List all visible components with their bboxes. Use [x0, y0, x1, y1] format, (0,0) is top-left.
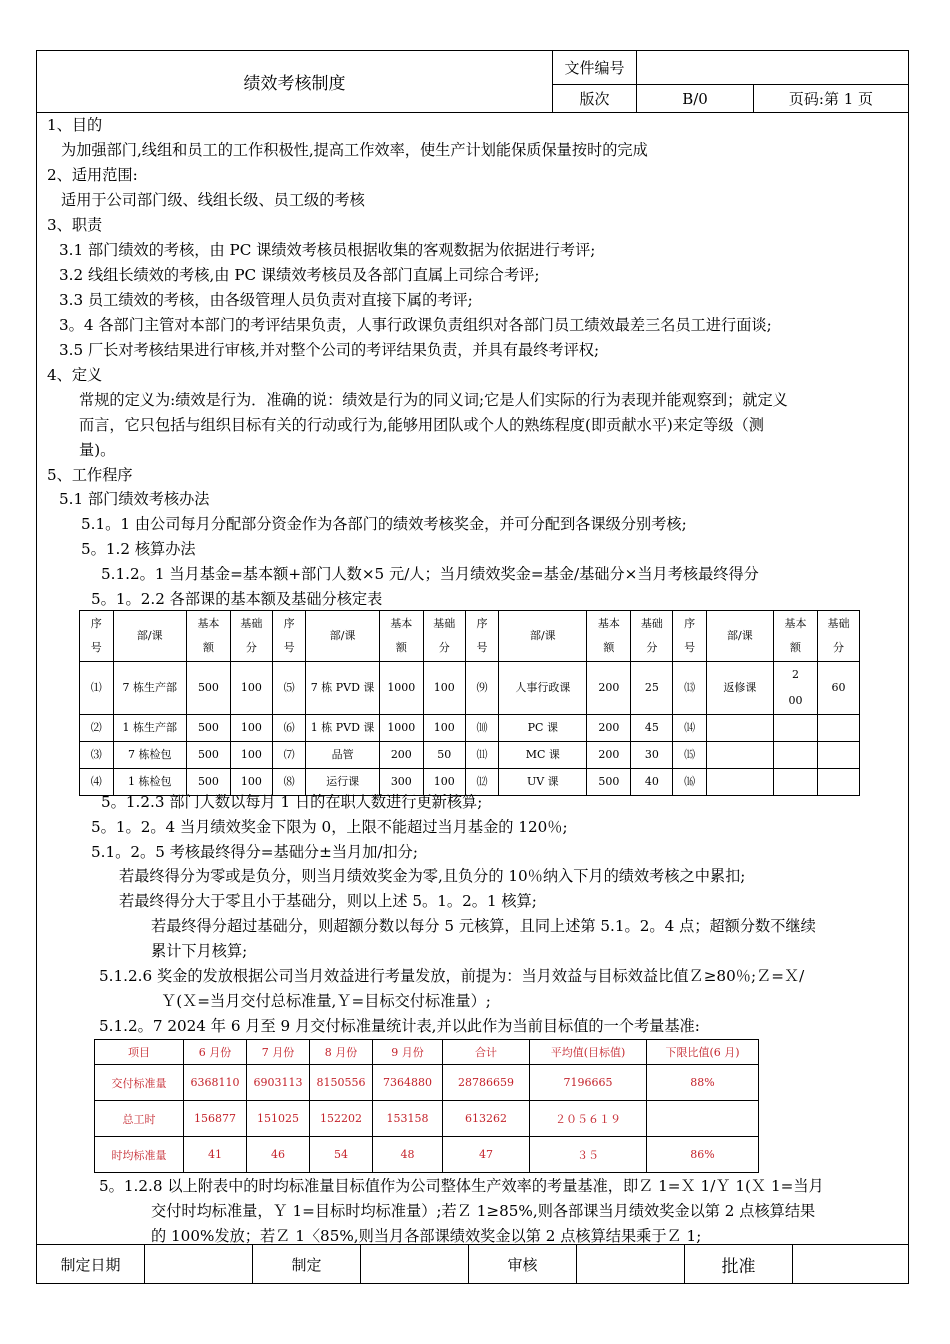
table-cell: 100: [423, 662, 465, 715]
table-cell: ⒁: [673, 715, 707, 742]
delivery-stats-table: [94, 1039, 759, 1173]
table-cell: [773, 715, 817, 742]
table-cell: [706, 742, 773, 769]
table-cell: 100: [230, 742, 272, 769]
table-cell: ⑹: [272, 715, 306, 742]
table-cell: 100: [230, 662, 272, 715]
table-cell: [773, 742, 817, 769]
section-1-text: 为加强部门,线组和员工的工作积极性,提高工作效率，使生产计划能保质保量按时的完成: [61, 141, 648, 159]
section-1-title: 1、目的: [47, 116, 103, 134]
table-header-cell: 项目: [95, 1040, 184, 1065]
table-cell: 交付标准量: [95, 1065, 184, 1101]
table-cell: 153158: [373, 1101, 443, 1137]
section-5-1-2-6-a: 5.1.2.6 奖金的发放根据公司当月效益进行考量发放，前提为：当月效益与目标效益比值Ｚ≥80％;Ｚ=Ｘ/: [99, 967, 805, 985]
table-header-cell: 部/课: [306, 611, 379, 662]
table-header-cell: 基本 额: [773, 611, 817, 662]
review-label: 审核: [469, 1245, 577, 1283]
section-4-line-1: 常规的定义为:绩效是行为．准确的说：绩效是行为的同义词;它是人们实际的行为表现并能观察到；就定义: [79, 391, 788, 409]
section-5-1-1: 5.1。1 由公司每月分配部分资金作为各部门的绩效考核奖金，并可分配到各课级分别考核;: [81, 515, 687, 533]
table-cell: ⑿: [465, 769, 499, 796]
base-score-table: [79, 610, 860, 796]
section-5-1-2: 5。1.2 核算办法: [81, 540, 196, 558]
table-cell: MC 课: [499, 742, 587, 769]
table-cell: 47: [443, 1137, 530, 1173]
table-cell: 45: [631, 715, 673, 742]
table-row: [80, 662, 860, 715]
date-value: [145, 1245, 253, 1283]
document-title: 绩效考核制度: [37, 51, 553, 113]
section-5-title: 5、工作程序: [47, 466, 133, 484]
section-5-1-2-5: 5.1。2。5 考核最终得分=基础分±当月加/扣分;: [91, 843, 418, 861]
table-row: [95, 1065, 759, 1101]
table-cell: 40: [631, 769, 673, 796]
table-cell: 100: [423, 715, 465, 742]
table-header-cell: 6 月份: [184, 1040, 247, 1065]
table-row: [95, 1137, 759, 1173]
table-cell: 1000: [379, 662, 423, 715]
table-cell: 500: [186, 769, 230, 796]
section-5-1-2-2: 5。1。2.2 各部课的基本额及基础分核定表: [91, 590, 383, 608]
section-3-5: 3.5 厂长对考核结果进行审核,并对整个公司的考评结果负责，并具有最终考评权;: [59, 341, 600, 359]
make-value: [361, 1245, 469, 1283]
table-header-cell: 序 号: [673, 611, 707, 662]
table-cell: 7196665: [530, 1065, 647, 1101]
table-cell: 人事行政课: [499, 662, 587, 715]
table-cell: [647, 1101, 759, 1137]
date-label: 制定日期: [37, 1245, 145, 1283]
table-header-cell: 序 号: [80, 611, 114, 662]
table-cell: 7364880: [373, 1065, 443, 1101]
section-5-1-2-5-b: 若最终得分大于零且小于基础分，则以上述 5。1。2。1 核算;: [119, 892, 537, 910]
table-cell: ⑶: [80, 742, 114, 769]
table-cell: ⑵: [80, 715, 114, 742]
section-5-1-2-1: 5.1.2。1 当月基金=基本额+部门人数×5 元/人；当月绩效奖金=基金/基础分×当月考核最终得分: [101, 565, 759, 583]
table-cell: 200: [379, 742, 423, 769]
table-cell: 100: [423, 769, 465, 796]
table-cell: PC 课: [499, 715, 587, 742]
section-3-title: 3、职责: [47, 216, 103, 234]
table-cell: 200: [587, 662, 631, 715]
table-cell: 46: [247, 1137, 310, 1173]
file-no-value: [637, 51, 908, 85]
section-3-2: 3.2 线组长绩效的考核,由 PC 课绩效考核员及各部门直属上司综合考评;: [59, 266, 540, 284]
table-row: [80, 715, 860, 742]
section-5-1: 5.1 部门绩效考核办法: [59, 490, 210, 508]
version-label: 版次: [553, 85, 637, 113]
table-header-row: [80, 611, 860, 662]
table-cell: 7 栋检包: [113, 742, 186, 769]
section-5-1-2-8-a: 5。1.2.8 以上附表中的时均标准量目标值作为公司整体生产效率的考量基准，即Ｚ 1=Ｘ 1/Ｙ 1(Ｘ 1=当月: [99, 1177, 824, 1195]
section-2-text: 适用于公司部门级、线组长级、员工级的考核: [61, 191, 365, 209]
table-cell: 41: [184, 1137, 247, 1173]
table-cell: 200: [587, 715, 631, 742]
section-3-1: 3.1 部门绩效的考核，由 PC 课绩效考核员根据收集的客观数据为依据进行考评;: [59, 241, 596, 259]
table-header-cell: 基础 分: [631, 611, 673, 662]
table-cell: 156877: [184, 1101, 247, 1137]
table-header-cell: 基本 额: [186, 611, 230, 662]
table-cell: 25: [631, 662, 673, 715]
table-cell: 6903113: [247, 1065, 310, 1101]
table-header-cell: 序 号: [465, 611, 499, 662]
section-3-4: 3。4 各部门主管对本部门的考评结果负责，人事行政课负责组织对各部门员工绩效最差三名员工进行面谈;: [59, 316, 772, 334]
table-cell: ⒃: [673, 769, 707, 796]
table-cell: 返修课: [706, 662, 773, 715]
section-5-1-2-3: 5。1.2.3 部门人数以每月 1 日的在职人数进行更新核算;: [101, 793, 483, 811]
table-cell: ⒂: [673, 742, 707, 769]
table-cell: 152202: [310, 1101, 373, 1137]
table-cell: 151025: [247, 1101, 310, 1137]
make-label: 制定: [253, 1245, 361, 1283]
table-cell: [773, 769, 817, 796]
section-5-1-2-7: 5.1.2。7 2024 年 6 月至 9 月交付标准量统计表,并以此作为当前目标值的一个考量基准:: [99, 1017, 700, 1035]
document-page: [36, 50, 909, 1284]
table-cell: [706, 769, 773, 796]
table-cell: 时均标准量: [95, 1137, 184, 1173]
table-header-cell: 合计: [443, 1040, 530, 1065]
section-5-1-2-5-c2: 累计下月核算;: [151, 942, 248, 960]
table-cell: 86%: [647, 1137, 759, 1173]
table-cell: 500: [186, 715, 230, 742]
table-cell: 1000: [379, 715, 423, 742]
table-cell: ⑺: [272, 742, 306, 769]
section-4-line-3: 量)。: [79, 441, 116, 459]
signature-footer: [37, 1244, 908, 1283]
table-header-cell: 基础 分: [423, 611, 465, 662]
table-header-cell: 平均值(目标值): [530, 1040, 647, 1065]
table-cell: [817, 742, 859, 769]
table-cell: [706, 715, 773, 742]
table-cell: 品管: [306, 742, 379, 769]
table-cell: 500: [587, 769, 631, 796]
table-cell: ⑴: [80, 662, 114, 715]
table-cell: 6368110: [184, 1065, 247, 1101]
table-header-cell: 部/课: [499, 611, 587, 662]
table-cell: 60: [817, 662, 859, 715]
table-cell: 200: [587, 742, 631, 769]
table-header-cell: 部/课: [113, 611, 186, 662]
table-cell: 28786659: [443, 1065, 530, 1101]
table-header-cell: 7 月份: [247, 1040, 310, 1065]
table-cell: ⑼: [465, 662, 499, 715]
table-cell: 运行课: [306, 769, 379, 796]
approve-label: 批准: [685, 1245, 793, 1283]
table-cell: ⑸: [272, 662, 306, 715]
table-cell: 7 栋 PVD 课: [306, 662, 379, 715]
table-cell: 88%: [647, 1065, 759, 1101]
section-5-1-2-5-c1: 若最终得分超过基础分，则超额分数以每分 5 元核算，且同上述第 5.1。2。4 点；超额分数不继续: [151, 917, 816, 935]
section-5-1-2-6-b: Ｙ(Ｘ=当月交付总标准量,Ｙ=目标交付标准量）;: [161, 992, 491, 1010]
table-cell: 50: [423, 742, 465, 769]
table-cell: 54: [310, 1137, 373, 1173]
table-cell: 1 栋 PVD 课: [306, 715, 379, 742]
section-5-1-2-5-a: 若最终得分为零或是负分，则当月绩效奖金为零,且负分的 10％纳入下月的绩效考核之中累扣;: [119, 867, 746, 885]
table-header-row: [95, 1040, 759, 1065]
table-cell: [817, 715, 859, 742]
file-no-label: 文件编号: [553, 51, 637, 85]
table-cell: 500: [186, 742, 230, 769]
table-header-cell: 基础 分: [817, 611, 859, 662]
review-value: [577, 1245, 685, 1283]
table-cell: 1 栋检包: [113, 769, 186, 796]
page-number: 页码:第 1 页: [754, 85, 908, 113]
table-cell: 500: [186, 662, 230, 715]
section-4-title: 4、定义: [47, 366, 103, 384]
table-cell: 总工时: [95, 1101, 184, 1137]
table-cell: 8150556: [310, 1065, 373, 1101]
table-header-cell: 9 月份: [373, 1040, 443, 1065]
table-cell: ⑷: [80, 769, 114, 796]
version-value: B/0: [637, 85, 754, 113]
section-5-1-2-4: 5。1。2。4 当月绩效奖金下限为 0，上限不能超过当月基金的 120％;: [91, 818, 568, 836]
table-cell: ⑽: [465, 715, 499, 742]
table-header-cell: 下限比值(6 月): [647, 1040, 759, 1065]
section-4-line-2: 而言，它只包括与组织目标有关的行动或行为,能够用团队或个人的熟练程度(即贡献水平)来定等级（测: [79, 416, 764, 434]
table-cell: 2 00: [773, 662, 817, 715]
table-header-cell: 基础 分: [230, 611, 272, 662]
section-3-3: 3.3 员工绩效的考核，由各级管理人员负责对直接下属的考评;: [59, 291, 473, 309]
table-cell: ２０５６１９: [530, 1101, 647, 1137]
section-5-1-2-8-c: 的 100%发放；若Ｚ 1〈85%,则当月各部课绩效奖金以第 2 点核算结果乘于Ｚ 1;: [151, 1227, 702, 1245]
section-2-title: 2、适用范围:: [47, 166, 138, 184]
table-header-cell: 部/课: [706, 611, 773, 662]
table-row: [95, 1101, 759, 1137]
table-cell: ⒀: [673, 662, 707, 715]
section-5-1-2-8-b: 交付时均标准量，Ｙ 1=目标时均标准量）;若Ｚ 1≥85%,则各部课当月绩效奖金以第 2 点核算结果: [151, 1202, 816, 1220]
table-cell: 30: [631, 742, 673, 769]
table-header-cell: 基本 额: [587, 611, 631, 662]
table-cell: 100: [230, 769, 272, 796]
table-cell: 1 栋生产部: [113, 715, 186, 742]
table-header-cell: 序 号: [272, 611, 306, 662]
table-cell: 613262: [443, 1101, 530, 1137]
table-cell: ⑻: [272, 769, 306, 796]
table-row: [80, 742, 860, 769]
table-cell: ⑾: [465, 742, 499, 769]
table-header-cell: 8 月份: [310, 1040, 373, 1065]
table-cell: 7 栋生产部: [113, 662, 186, 715]
table-header-cell: 基本 额: [379, 611, 423, 662]
table-cell: 100: [230, 715, 272, 742]
approve-value: [793, 1245, 908, 1283]
table-cell: 300: [379, 769, 423, 796]
table-cell: [817, 769, 859, 796]
table-cell: ３５: [530, 1137, 647, 1173]
table-cell: UV 课: [499, 769, 587, 796]
table-cell: 48: [373, 1137, 443, 1173]
